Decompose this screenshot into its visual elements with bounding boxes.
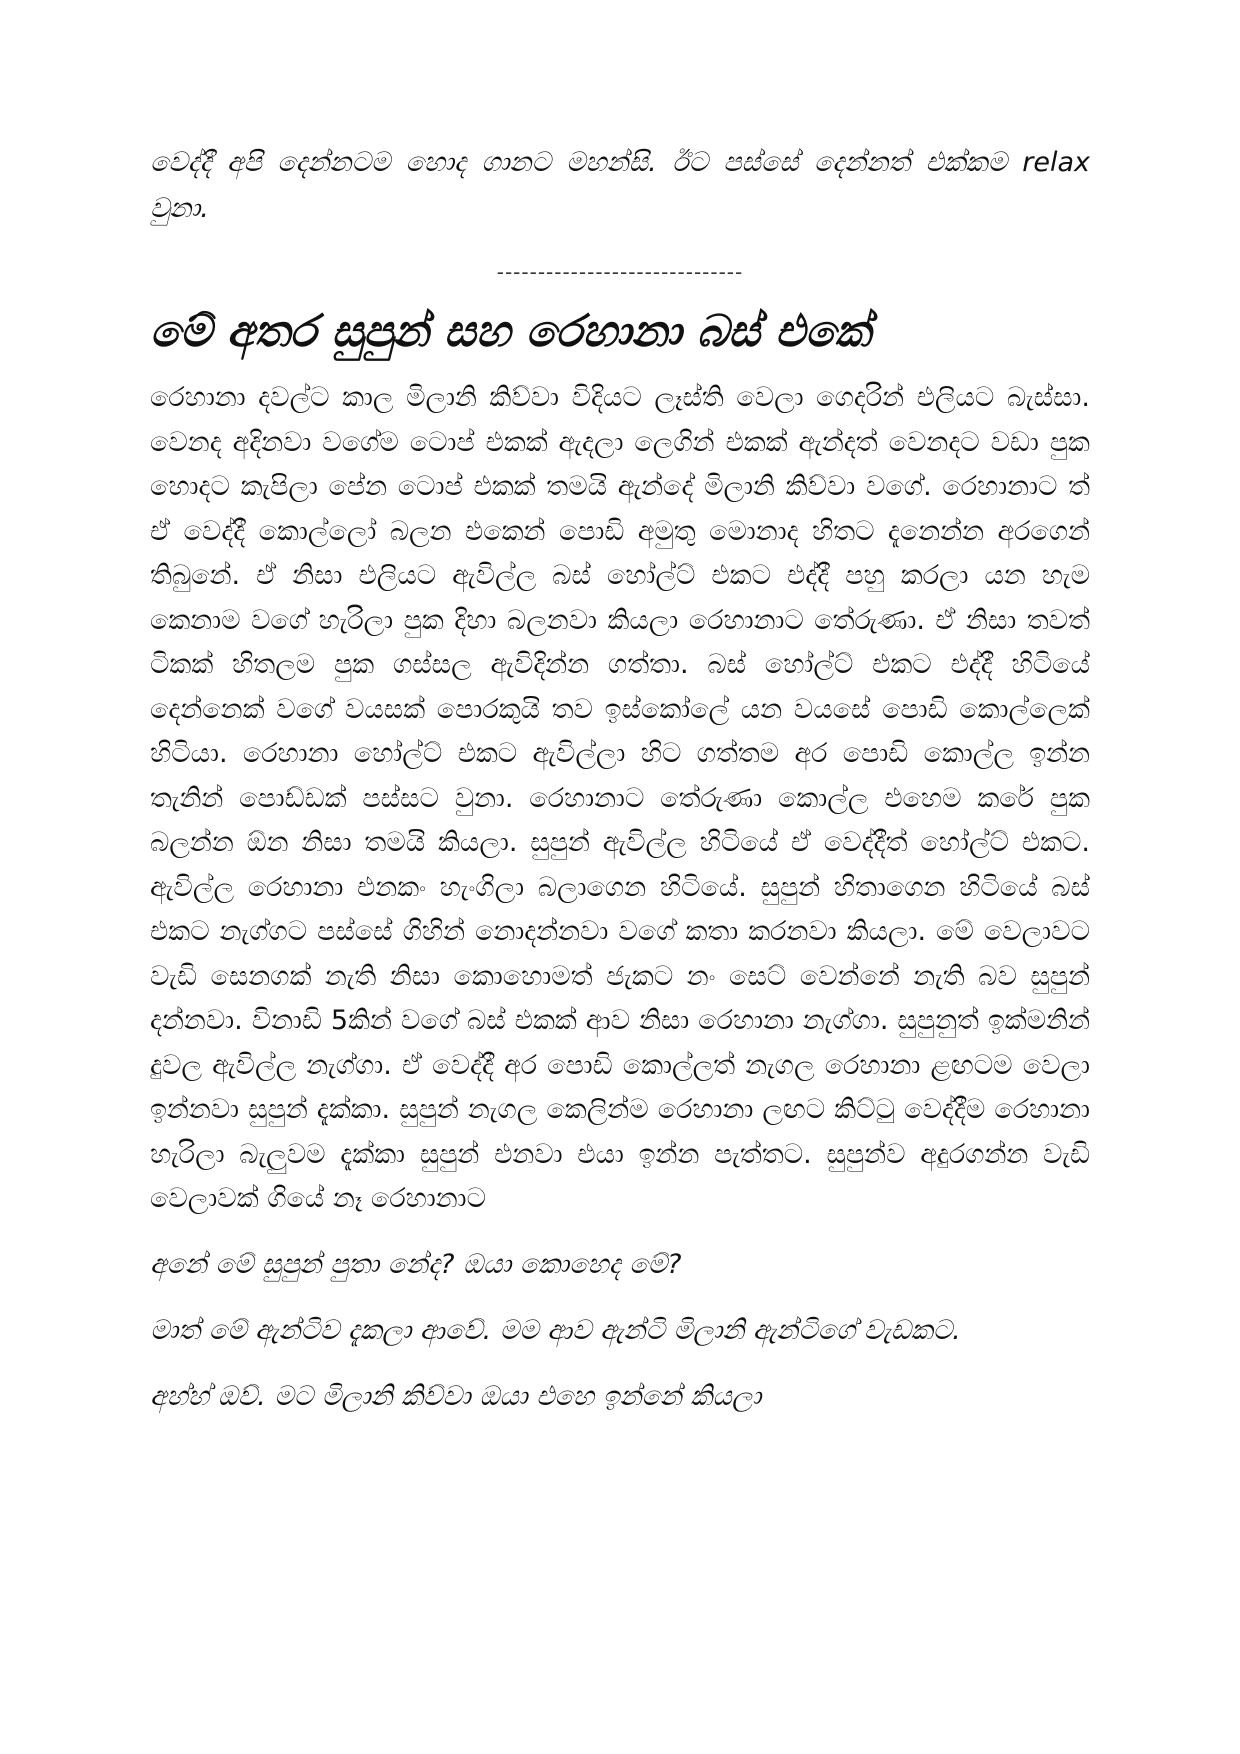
dialog-line-3: අහ්හ් ඔව්. මට මිලානි කිව්වා ඔයා එහෙ ඉන්නේ කියලා — [150, 1380, 762, 1412]
dialog-line-2: මාත් මේ ඇන්ටිව දැකලා ආවේ. මම ආව ඇන්ටි මිලානි ඇන්ටිගේ වැඩකට. — [150, 1314, 961, 1346]
main-paragraph: රෙහානා දවල්ට කාල මිලානි කිව්වා විදියට ලෑස්ති වෙලා ගෙදරින් එලියට බැස්සා. වෙනද අදිනවා වගේම ටොප් එකක් ඇදලා ලෙගින් එකක් ඇන්දත් වෙනදට වඩා පුක හොදට කැපිලා පේන ටොප් එකක් තමයි ඇන්දේ මිලානි කිව්වා වගේ. රෙහානාට ත් ඒ වෙද්දී කොල්ලෝ බලන එකෙන් පොඩි අමුතු මොනාද හිතට දැනෙන්න අරගෙන් තිබුනේ. ඒ නිසා එලියට ඇවිල්ල බස් හෝල්ට් එකට එද්දී පහු කරලා යන හැම කෙනාම වගේ හැරිලා පුක දිහා බලනවා කියලා රෙහානාට තේරුණා. ඒ නිසා තවත් ටිකක් හිතලම පුක ගස්සල ඇවිදින්න ගත්තා. බස් හෝල්ට් එකට එද්දී හිටියේ දෙන්නෙක් වගේ වයසක් පොරකුයි තව ඉස්කෝලේ යන වයසේ පොඩි කොල්ලෙක් හිටියා. රෙහානා හෝල්ට් එකට ඇවිල්ලා හිට ගත්තම අර පොඩි කොල්ල ඉන්න තැනින් පොඩ්ඩක් පස්සට වුනා. රෙහානාට තේරුණා කොල්ල එහෙම කරේ පුක බලන්න ඕන නිසා තමයි කියලා. සුපුන් ඇවිල්ල හිටියේ ඒ වෙද්දීත් හෝල්ට් එකට. ඇවිල්ල රෙහානා එනකං හැංගිලා බලාගෙන හිටියේ. සුපුන් හිතාගෙන හිටියේ බස් එකට නැග්ගට පස්සේ ගිහින් නොදන්නවා වගේ කතා කරනවා කියලා. මේ වෙලාවට වැඩි සෙනගක් නැති නිසා කොහොමත් ජැකට නං සෙට් වෙන්නේ නැති බව සුපුන් දන්නවා. විනාඩි 5කින් වගේ බස් එකක් ආව නිසා රෙහානා නැග්ගා. සුපුනුත් ඉක්මනින් දුවල ඇවිල්ල නැග්ගා. ඒ වෙද්දී අර පොඩි කොල්ලත් නැගල රෙහානා ළඟටම වෙලා ඉන්නවා සුපුන් දැක්කා. සුපුන් නැගල කෙලින්ම රෙහානා ලඟට කිට්ටු වෙද්දීම රෙහානා හැරිලා බැලුවම දැක්කා සුපුන් එනවා එයා ඉන්න පැත්තට. සුපුන්ව අදුරගන්න වැඩි වෙලාවක් ගියේ නෑ රෙහානාට — [150, 382, 1090, 1214]
document-page — [150, 140, 1090, 1420]
dialog-line-1: අනේ මේ සුපුන් පුතා නේද? ඔයා කොහෙද මේ? — [150, 1248, 682, 1280]
section-divider: ------------------------------ — [496, 260, 744, 284]
top-paragraph: වෙද්දී අපි දෙන්නටම හොද ගානට මහන්සි. ඊට පස්සේ දෙන්නත් එක්කම relax වුනා. — [150, 147, 1090, 224]
section-heading: මේ අතර සුපුන් සහ රෙහානා බස් එකේ — [150, 306, 871, 357]
